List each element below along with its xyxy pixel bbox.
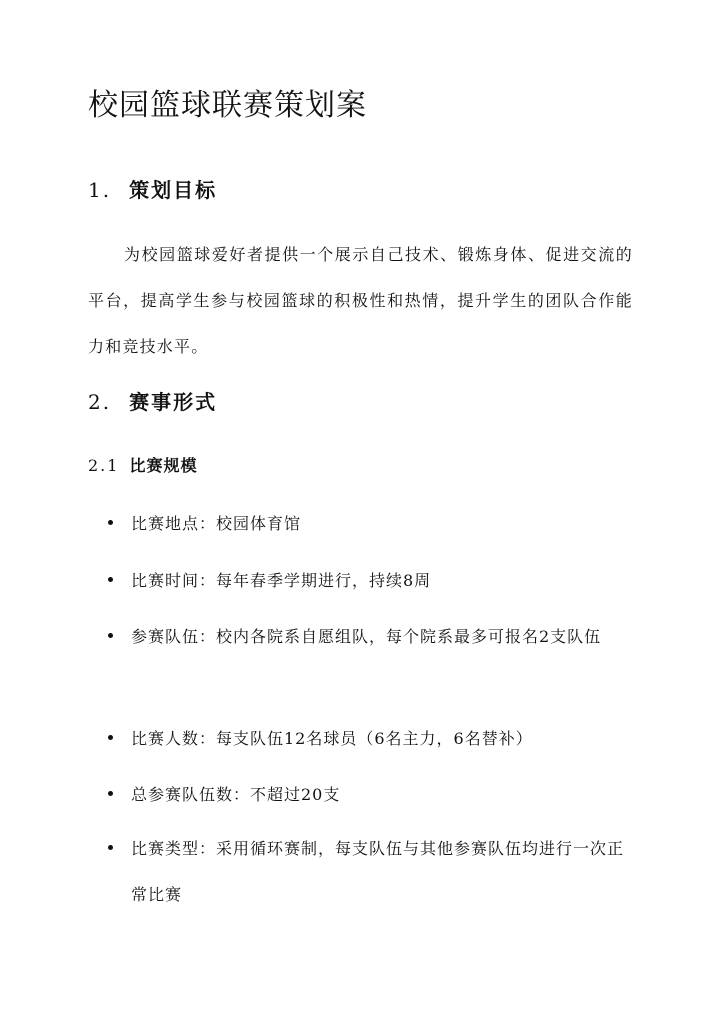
section-heading-goal: [88, 176, 217, 204]
bullet-dot-icon: [108, 520, 113, 525]
section-heading-format: [88, 388, 217, 416]
subsection-number: 2.1: [88, 456, 120, 475]
list-item-text: 比赛人数：每支队伍12名球员（6名主力，6名替补）: [131, 729, 533, 748]
list-item: [108, 826, 628, 918]
subsection-title: 比赛规模: [129, 456, 198, 475]
section-number: 2.: [88, 390, 112, 414]
list-item: [108, 716, 628, 762]
list-item-text: 参赛队伍：校内各院系自愿组队，每个院系最多可报名2支队伍: [131, 627, 602, 646]
list-item-text: 总参赛队伍数：不超过20支: [131, 785, 341, 804]
list-item-text: 比赛时间：每年春季学期进行，持续8周: [131, 571, 432, 590]
bullet-dot-icon: [108, 845, 113, 850]
section-title: 策划目标: [129, 178, 218, 202]
list-item-text: 比赛类型：采用循环赛制，每支队伍与其他参赛队伍均进行一次正常比赛: [131, 839, 625, 904]
list-item-text: 比赛地点：校园体育馆: [131, 514, 302, 533]
bullet-dot-icon: [108, 577, 113, 582]
list-item: [108, 614, 628, 660]
bullet-dot-icon: [108, 735, 113, 740]
list-item: [108, 501, 628, 547]
section-number: 1.: [88, 178, 112, 202]
bullet-dot-icon: [108, 791, 113, 796]
bullet-dot-icon: [108, 633, 113, 638]
goal-paragraph: 为校园篮球爱好者提供一个展示自己技术、锻炼身体、促进交流的平台，提高学生参与校园篮球的积极性和热情，提升学生的团队合作能力和竞技水平。: [88, 245, 633, 356]
subsection-heading-scale: [88, 454, 197, 478]
list-item: [108, 772, 628, 818]
list-item: [108, 558, 628, 604]
section-title: 赛事形式: [129, 390, 218, 414]
document-title: 校园篮球联赛策划案: [88, 88, 367, 123]
